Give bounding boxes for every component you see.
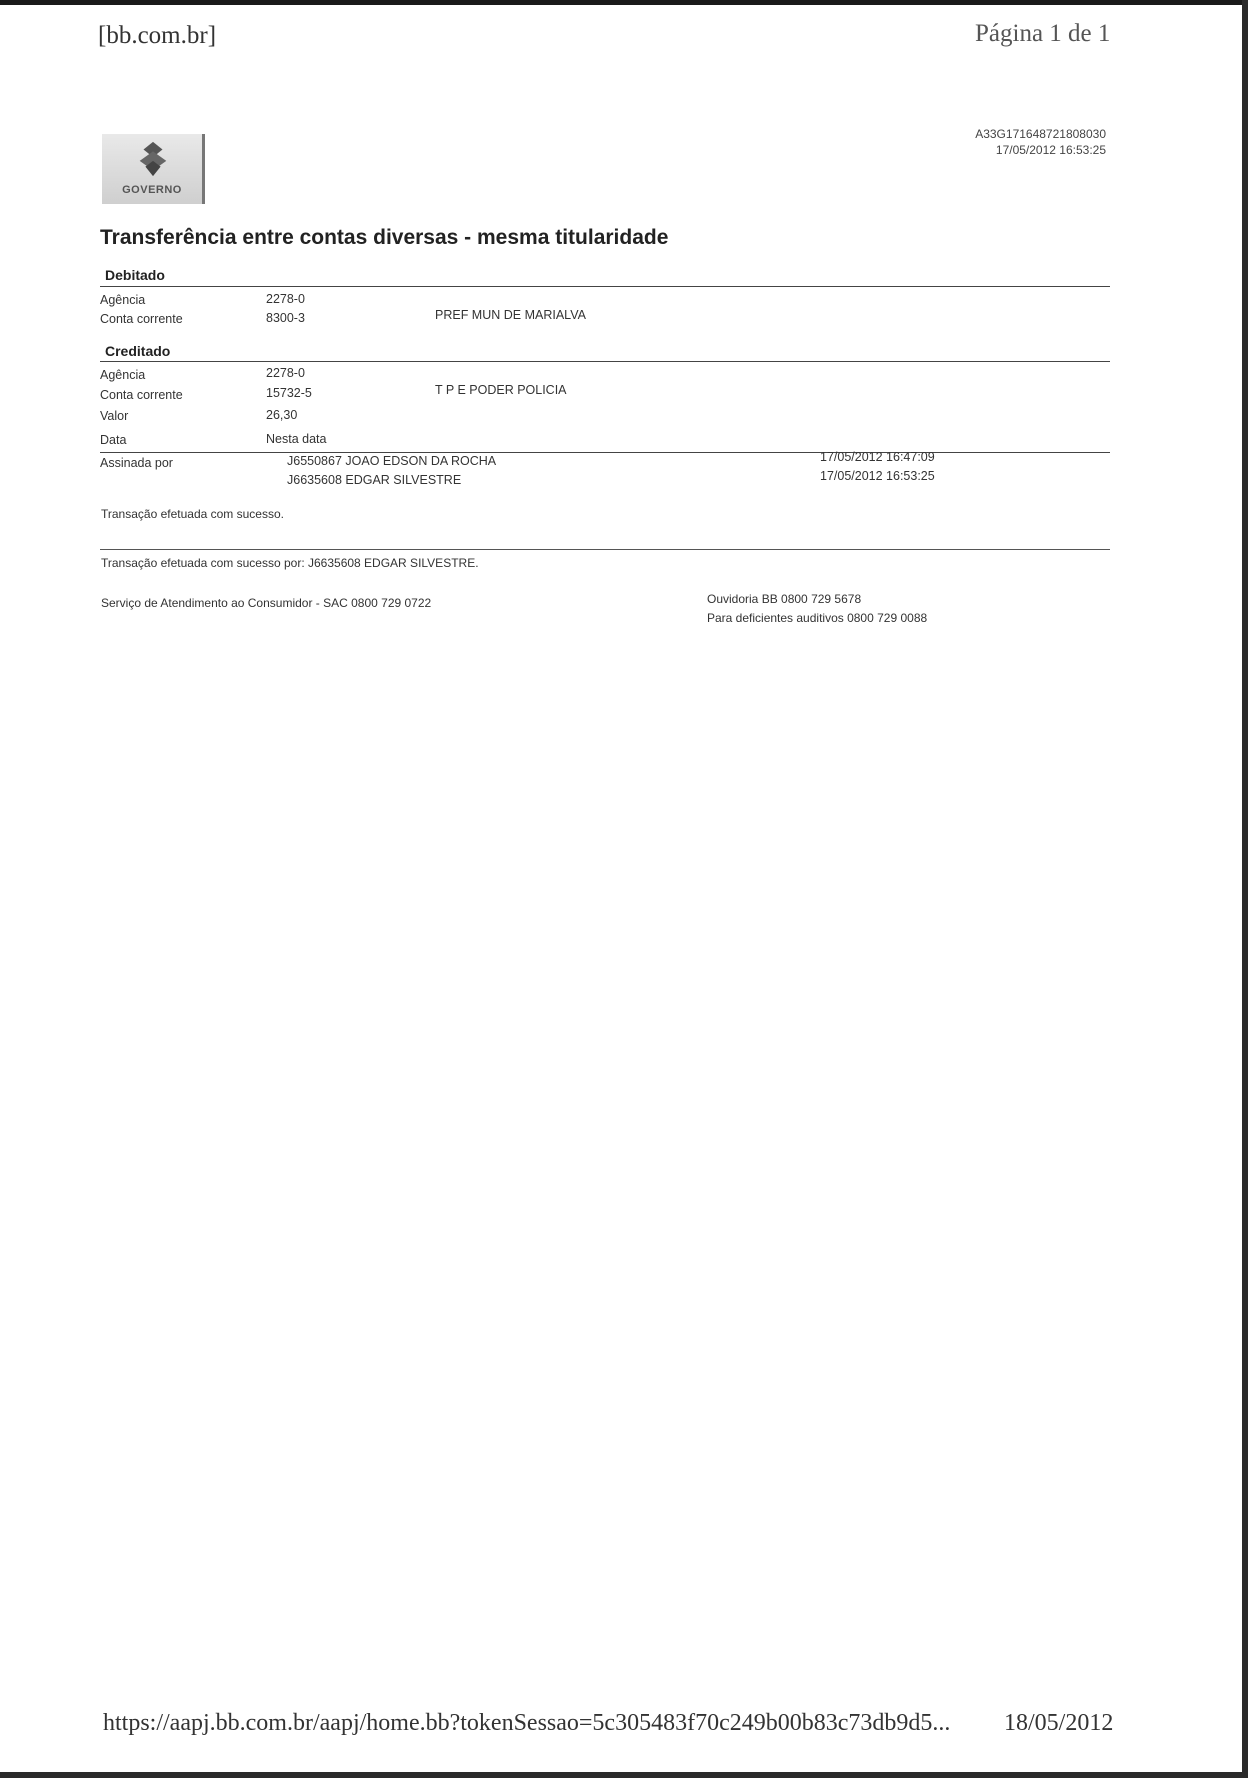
- creditado-agencia-value: 2278-0: [266, 366, 305, 380]
- creditado-conta-label: Conta corrente: [100, 388, 183, 402]
- data-value: Nesta data: [266, 432, 327, 446]
- section-divider: [100, 286, 1110, 287]
- section-heading-debitado: Debitado: [105, 267, 165, 283]
- debitado-conta-value: 8300-3: [266, 311, 305, 325]
- ouvidoria-contact: Ouvidoria BB 0800 729 5678: [707, 592, 862, 606]
- signer-name: J6635608 EDGAR SILVESTRE: [287, 473, 462, 487]
- creditado-conta-value: 15732-5: [266, 386, 312, 400]
- assinada-por-label: Assinada por: [100, 456, 173, 470]
- valor-value: 26,30: [266, 408, 298, 422]
- scan-border-right: [1242, 0, 1248, 1778]
- signer-datetime: 17/05/2012 16:47:09: [820, 450, 935, 464]
- creditado-titular: T P E PODER POLICIA: [435, 383, 567, 397]
- deficientes-contact: Para deficientes auditivos 0800 729 0088: [707, 611, 928, 625]
- section-divider: [100, 361, 1110, 362]
- bank-logo: [102, 134, 205, 204]
- print-header-page-number: Página 1 de 1: [975, 20, 1111, 47]
- scan-border-top: [0, 0, 1248, 5]
- print-footer-url: https://aapj.bb.com.br/aapj/home.bb?tokenSessao=5c305483f70c249b00b83c73db9d5...: [103, 1710, 951, 1736]
- print-footer-date: 18/05/2012: [1004, 1710, 1114, 1736]
- status-detail: Transação efetuada com sucesso por: J6635608 EDGAR SILVESTRE.: [101, 556, 479, 570]
- document-id: A33G171648721808030: [975, 127, 1106, 141]
- valor-label: Valor: [100, 409, 129, 423]
- signer-name: J6550867 JOAO EDSON DA ROCHA: [287, 454, 497, 468]
- section-divider: [100, 452, 1110, 453]
- data-label: Data: [100, 433, 127, 447]
- document-timestamp: 17/05/2012 16:53:25: [995, 143, 1106, 157]
- debitado-titular: PREF MUN DE MARIALVA: [435, 308, 586, 322]
- sac-contact: Serviço de Atendimento ao Consumidor - SAC 0800 729 0722: [101, 596, 432, 610]
- section-heading-creditado: Creditado: [105, 343, 171, 359]
- status-message: Transação efetuada com sucesso.: [101, 507, 284, 521]
- logo-label: GOVERNO: [122, 184, 182, 196]
- section-divider: [100, 549, 1110, 550]
- page-title: Transferência entre contas diversas - mesma titularidade: [100, 226, 669, 249]
- debitado-agencia-label: Agência: [100, 293, 146, 307]
- debitado-conta-label: Conta corrente: [100, 312, 183, 326]
- scan-border-bottom: [0, 1772, 1248, 1778]
- print-header-site: [bb.com.br]: [98, 22, 217, 49]
- debitado-agencia-value: 2278-0: [266, 292, 305, 306]
- signer-datetime: 17/05/2012 16:53:25: [820, 469, 935, 483]
- creditado-agencia-label: Agência: [100, 368, 146, 382]
- bb-logo-icon: [134, 140, 172, 178]
- document-id-block: [975, 126, 1106, 158]
